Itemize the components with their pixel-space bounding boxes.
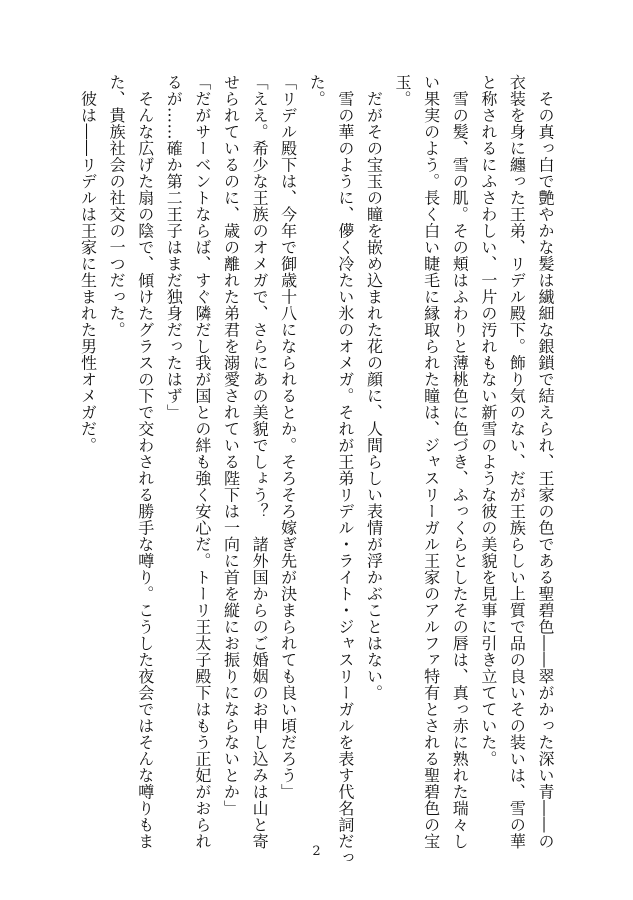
text-line: その真っ白で艶やかな髪は繊細な銀鎖で結えられ、王家の色である聖碧色――翠がかった深い青――の [536, 74, 555, 850]
text-line: 「だがサーベントならば、すぐ隣だし我が国との絆も強く安心だ。トーリ王太子殿下はもう正妃がおられ [192, 74, 212, 850]
text-line: た、貴族社会の社交の一つだった。 [107, 74, 127, 338]
text-line: 雪の髪、雪の肌。その頬はふわりと薄桃色に色づき、ふっくらとしたその唇は、真っ赤に熟れた瑞々し [450, 74, 470, 850]
text-line: 彼は――リデルは王家に生まれた男性オメガだ。 [78, 74, 98, 454]
text-line: と称されるにふさわしい、一片の汚れもない新雪のような彼の美貌を見事に引き立てていた。 [478, 74, 498, 767]
text-line: せられているのに、歳の離れた弟君を溺愛されている陛下は一向に首を縦にお振りにならないとか」 [221, 74, 241, 817]
text-line: そんな広げた扇の陰で、傾けたグラスの下で交わされる勝手な噂り。こうした夜会ではそんな噂りもま [135, 74, 155, 850]
text-line: 玉。 [393, 74, 413, 107]
page-number: 2 [312, 844, 321, 859]
text-line: だがその宝玉の瞳を嵌め込まれた花の顔に、人間らしい表情が浮かぶことはない。 [364, 74, 384, 701]
body-text [59, 74, 559, 866]
text-line: い果実のよう。長く白い睫毛に縁取られた瞳は、ジャスリーガル王家のアルファ特有とされる聖碧色の宝 [421, 74, 441, 850]
text-line: 「ええ。希少な王族のオメガで、さらにあの美貌でしょう？ 諸外国からのご婚姻のお申し込みは山と寄 [250, 74, 270, 850]
text-line: るが……確か第二王子はまだ独身だったはず」 [164, 74, 184, 421]
text-line: た。 [307, 74, 327, 107]
text-line: 「リデル殿下は、今年で御歳十八になられるとか。そろそろ嫁ぎ先が決まられても良い頃だろう」 [278, 74, 298, 800]
text-line: 雪の華のように、儚く冷たい氷のオメガ。それが王弟リデル・ライト・ジャスリーガルを表す代名詞だっ [335, 74, 355, 866]
text-line: 衣装を身に纏った王弟、リデル殿下。飾り気のない、だが王族らしい上質で品の良いその装いは、雪の華 [507, 74, 527, 850]
